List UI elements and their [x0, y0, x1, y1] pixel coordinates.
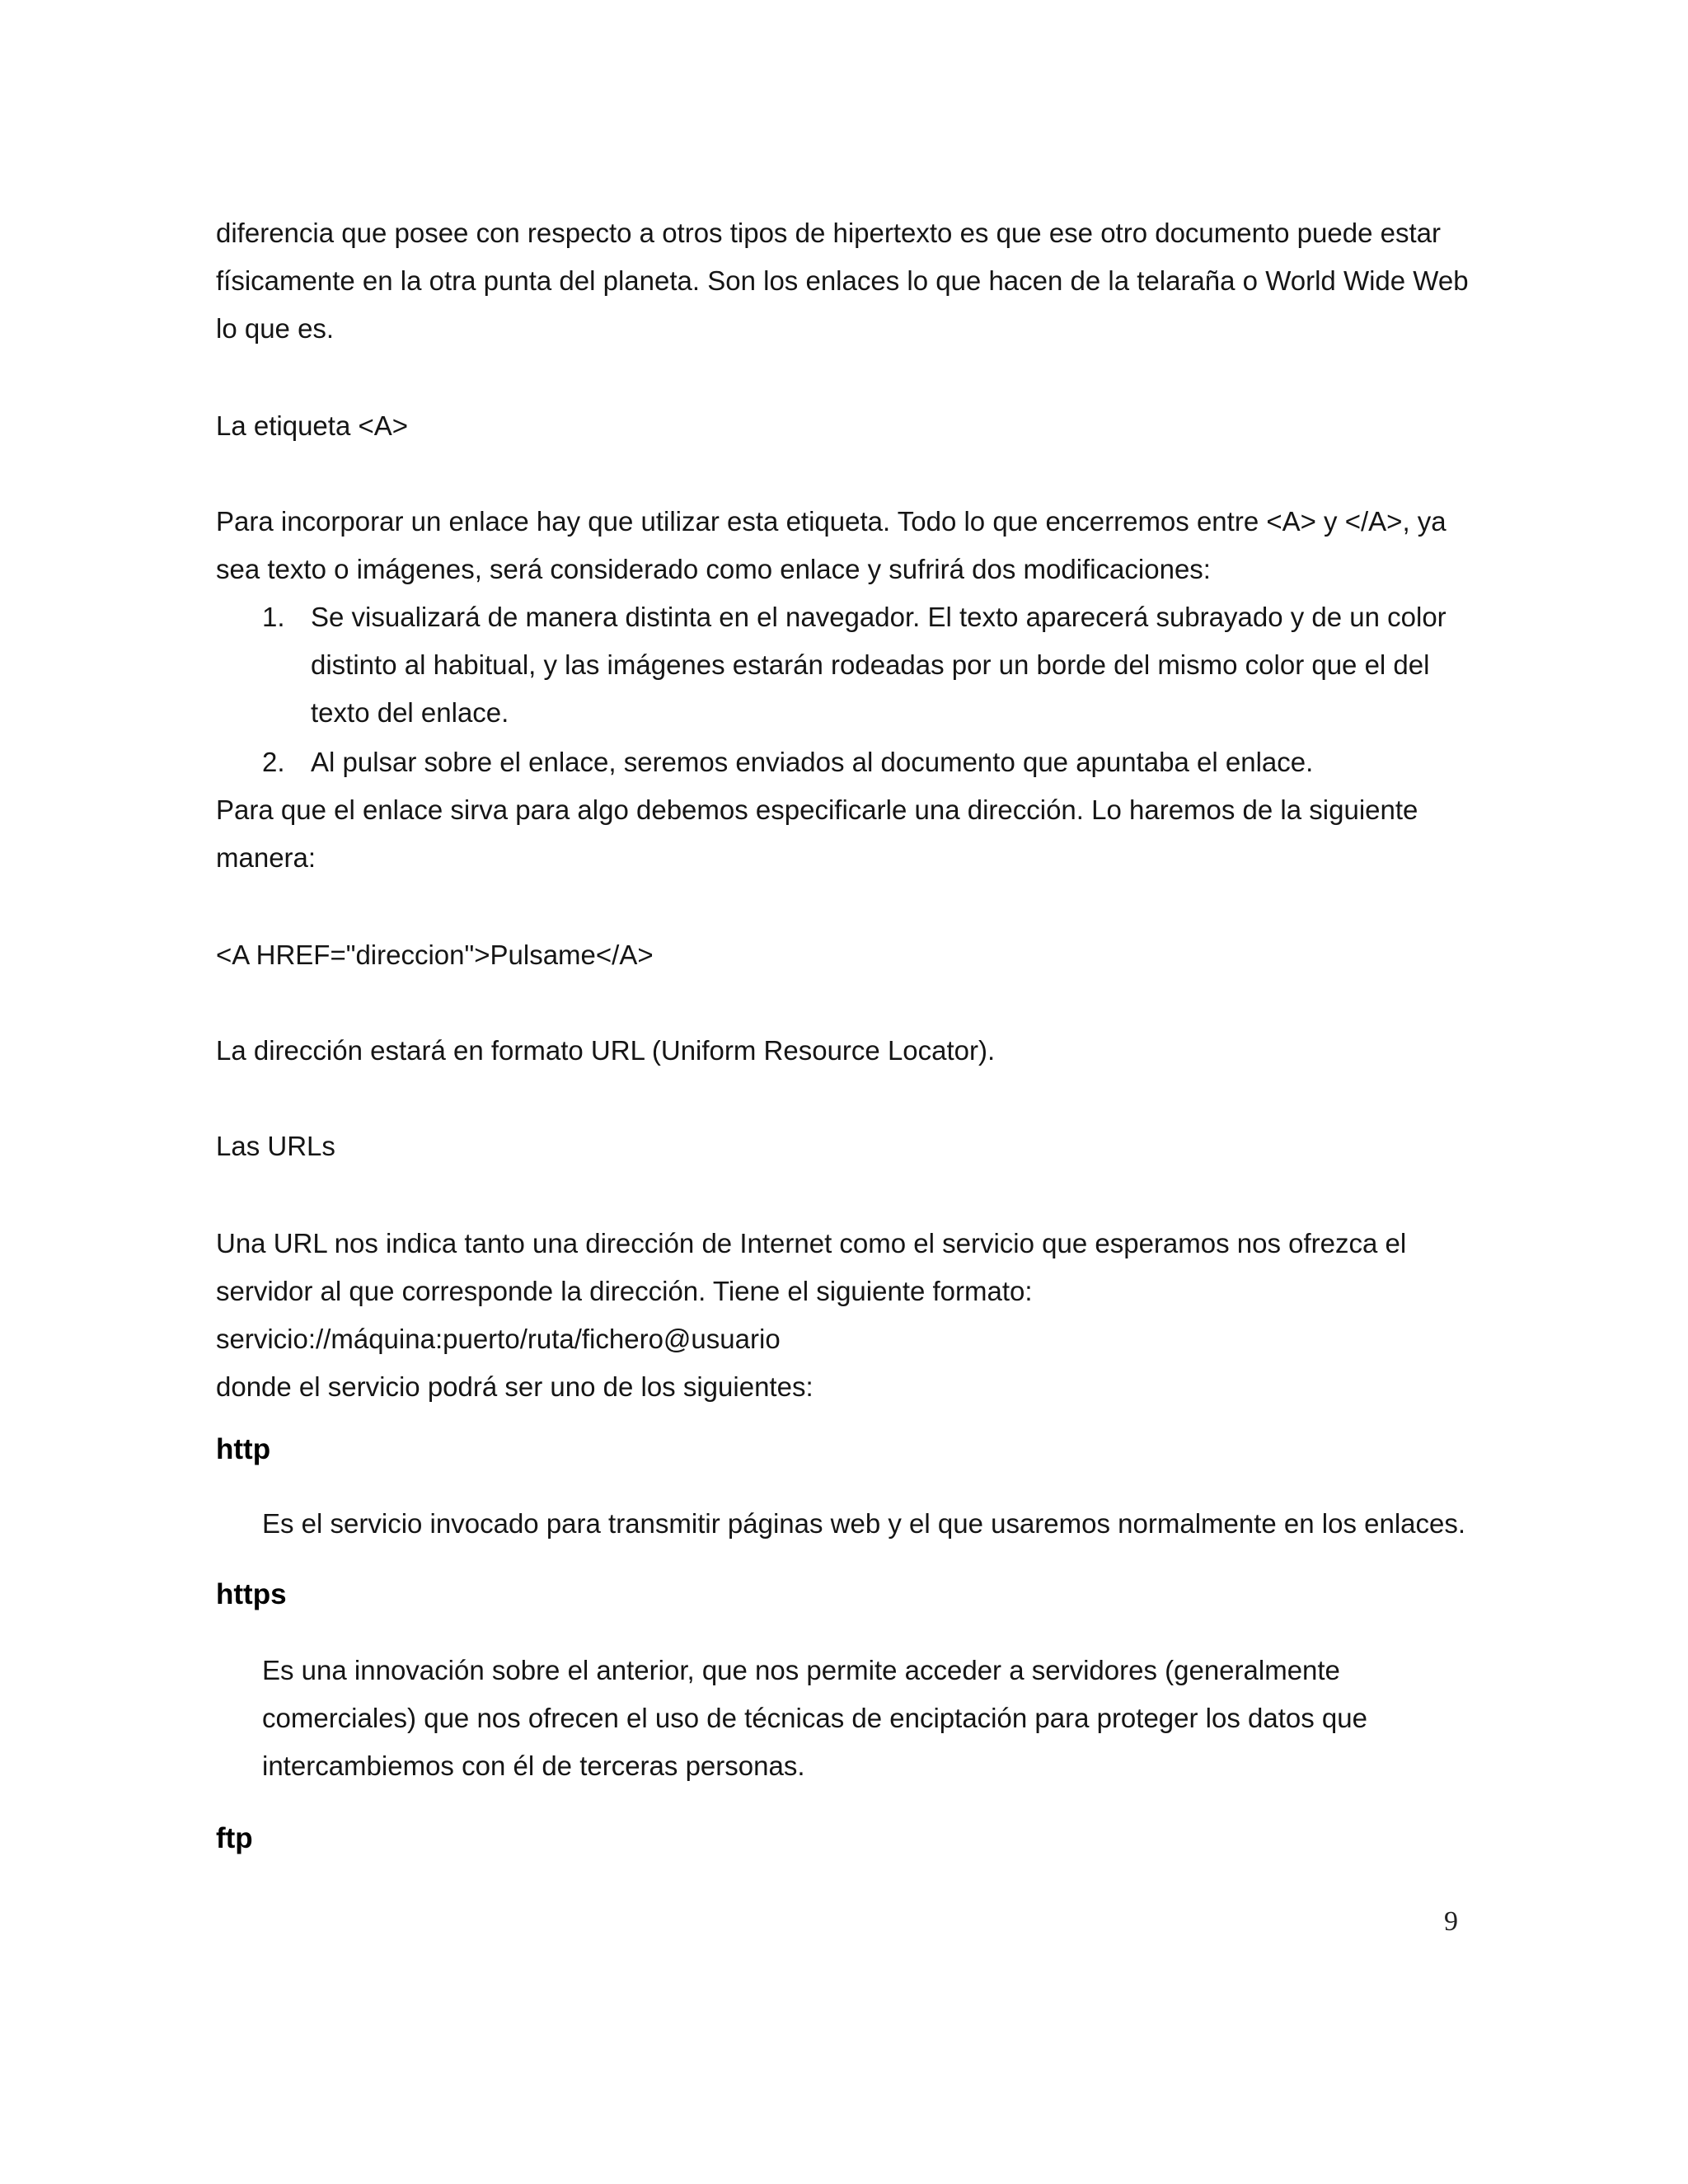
para-a-line-1: Para incorporar un enlace hay que utilizar esta etiqueta. Todo lo que encerremos entre <A> y </A>, ya: [216, 506, 1447, 537]
list-item-2-line-1: Al pulsar sobre el enlace, seremos enviados al documento que apuntaba el enlace.: [311, 747, 1314, 777]
url-format-note: La dirección estará en formato URL (Uniform Resource Locator).: [216, 1035, 996, 1066]
intro-line-3: lo que es.: [216, 313, 335, 344]
list-item-1-line-2: distinto al habitual, y las imágenes estarán rodeadas por un borde del mismo color que el del: [311, 649, 1430, 680]
para-urls-line-4: donde el servicio podrá ser uno de los siguientes:: [216, 1371, 814, 1402]
para-urls-line-2: servidor al que corresponde la dirección. Tiene el siguiente formato:: [216, 1276, 1033, 1306]
list-item-number: 1.: [262, 602, 285, 632]
list-item-1-line-1: Se visualizará de manera distinta en el navegador. El texto aparecerá subrayado y de un color: [311, 602, 1447, 632]
para-urls-line-1: Una URL nos indica tanto una dirección de Internet como el servicio que esperamos nos ofrezca el: [216, 1228, 1407, 1258]
definition-https-line-3: intercambiemos con él de terceras personas.: [262, 1750, 805, 1781]
para-href-line-1: Para que el enlace sirva para algo debemos especificarle una dirección. Lo haremos de la siguiente: [216, 794, 1418, 825]
url-format-pattern: servicio://máquina:puerto/ruta/fichero@usuario: [216, 1324, 781, 1354]
definition-https-line-1: Es una innovación sobre el anterior, que nos permite acceder a servidores (generalmente: [262, 1655, 1340, 1685]
page-number: 9: [1444, 1906, 1458, 1937]
section-heading-a-tag: La etiqueta <A>: [216, 410, 409, 441]
intro-line-2: físicamente en la otra punta del planeta. Son los enlaces lo que hacen de la telaraña o World Wide Web: [216, 265, 1469, 296]
list-item-1-line-3: texto del enlace.: [311, 697, 509, 728]
para-a-line-2: sea texto o imágenes, será considerado como enlace y sufrirá dos modificaciones:: [216, 554, 1211, 584]
definition-term-http: http: [216, 1433, 271, 1465]
intro-line-1: diferencia que posee con respecto a otros tipos de hipertexto es que ese otro documento puede estar: [216, 218, 1441, 248]
code-example: <A HREF="direccion">Pulsame</A>: [216, 940, 654, 970]
definition-term-https: https: [216, 1578, 287, 1610]
definition-http-line-1: Es el servicio invocado para transmitir páginas web y el que usaremos normalmente en los enlaces.: [262, 1508, 1466, 1539]
list-item-number: 2.: [262, 747, 285, 777]
para-href-line-2: manera:: [216, 842, 316, 873]
definition-https-line-2: comerciales) que nos ofrecen el uso de técnicas de enciptación para proteger los datos que: [262, 1703, 1367, 1733]
section-heading-urls: Las URLs: [216, 1131, 335, 1161]
definition-term-ftp: ftp: [216, 1822, 253, 1854]
